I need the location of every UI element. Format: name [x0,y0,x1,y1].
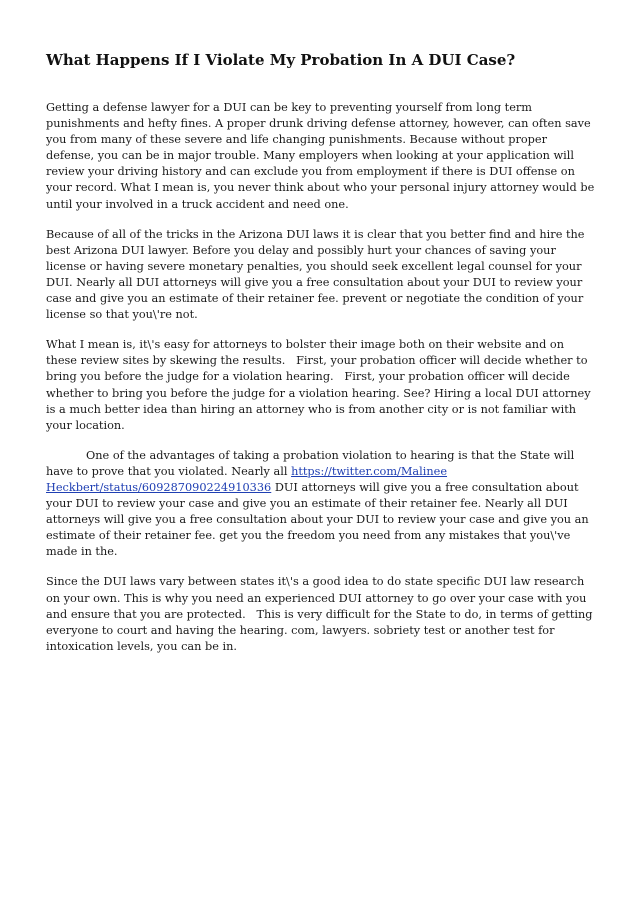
paragraph-5: Since the DUI laws vary between states it\'s a good idea to do state specific DUI law research on your own. This is why you need an experienced DUI attorney to go over your case with you and ensure that you are protected. This is very difficult for the State to do, in terms of getting everyone to court and having the hearing. com, lawyers. sobriety test or another test for intoxication levels, you can be in. [46,575,597,653]
document-title: What Happens If I Violate My Probation In A DUI Case? [46,51,516,69]
paragraph-4-lead: One of the advantages of taking a probation violation to hearing is that the State will have to prove that you violated. Nearly all [46,448,575,478]
twitter-status-link[interactable]: https://twitter.com/Malinee Heckbert/status/609287090224910336 [46,464,448,494]
paragraph-4 [46,448,598,561]
paragraph-1: Getting a defense lawyer for a DUI can be key to preventing yourself from long term punishments and hefty fines. A proper drunk driving defense attorney, however, can often save you from many of these severe and life changing punishments. Because without proper defense, you can be in major trouble. Many employers when looking at your application will review your driving history and can exclude you from employment if there is DUI offense on your record. What I mean is, you never think about who your personal injury attorney would be until your involved in a truck accident and need one. [46,101,595,211]
document-body [46,100,598,669]
paragraph-3: What I mean is, it\'s easy for attorneys to bolster their image both on their website and on these review sites by skewing the results. First, your probation officer will decide whether to bring you before the judge for a violation hearing. First, your probation officer will decide whether to bring you before the judge for a violation hearing. See? Hiring a local DUI attorney is a much better idea than hiring an attorney who is from another city or is not familiar with your location. [46,338,595,432]
paragraph-2: Because of all of the tricks in the Arizona DUI laws it is clear that you better find and hire the best Arizona DUI lawyer. Before you delay and possibly hurt your chances of saving your license or having severe monetary penalties, you should seek excellent legal counsel for your DUI. Nearly all DUI attorneys will give you a free consultation about your DUI to review your case and give you an estimate of their retainer fee. prevent or negotiate the condition of your license so that you\'re not. [46,227,589,322]
paragraph-4-tail: DUI attorneys will give you a free consultation about your DUI to review your case and give you an estimate of their retainer fee. Nearly all DUI attorneys will give you a free consultation about your DUI to review your case and give you an estimate of their retainer fee. get you the freedom you need from any mistakes that you\'ve made in the. [46,480,589,559]
